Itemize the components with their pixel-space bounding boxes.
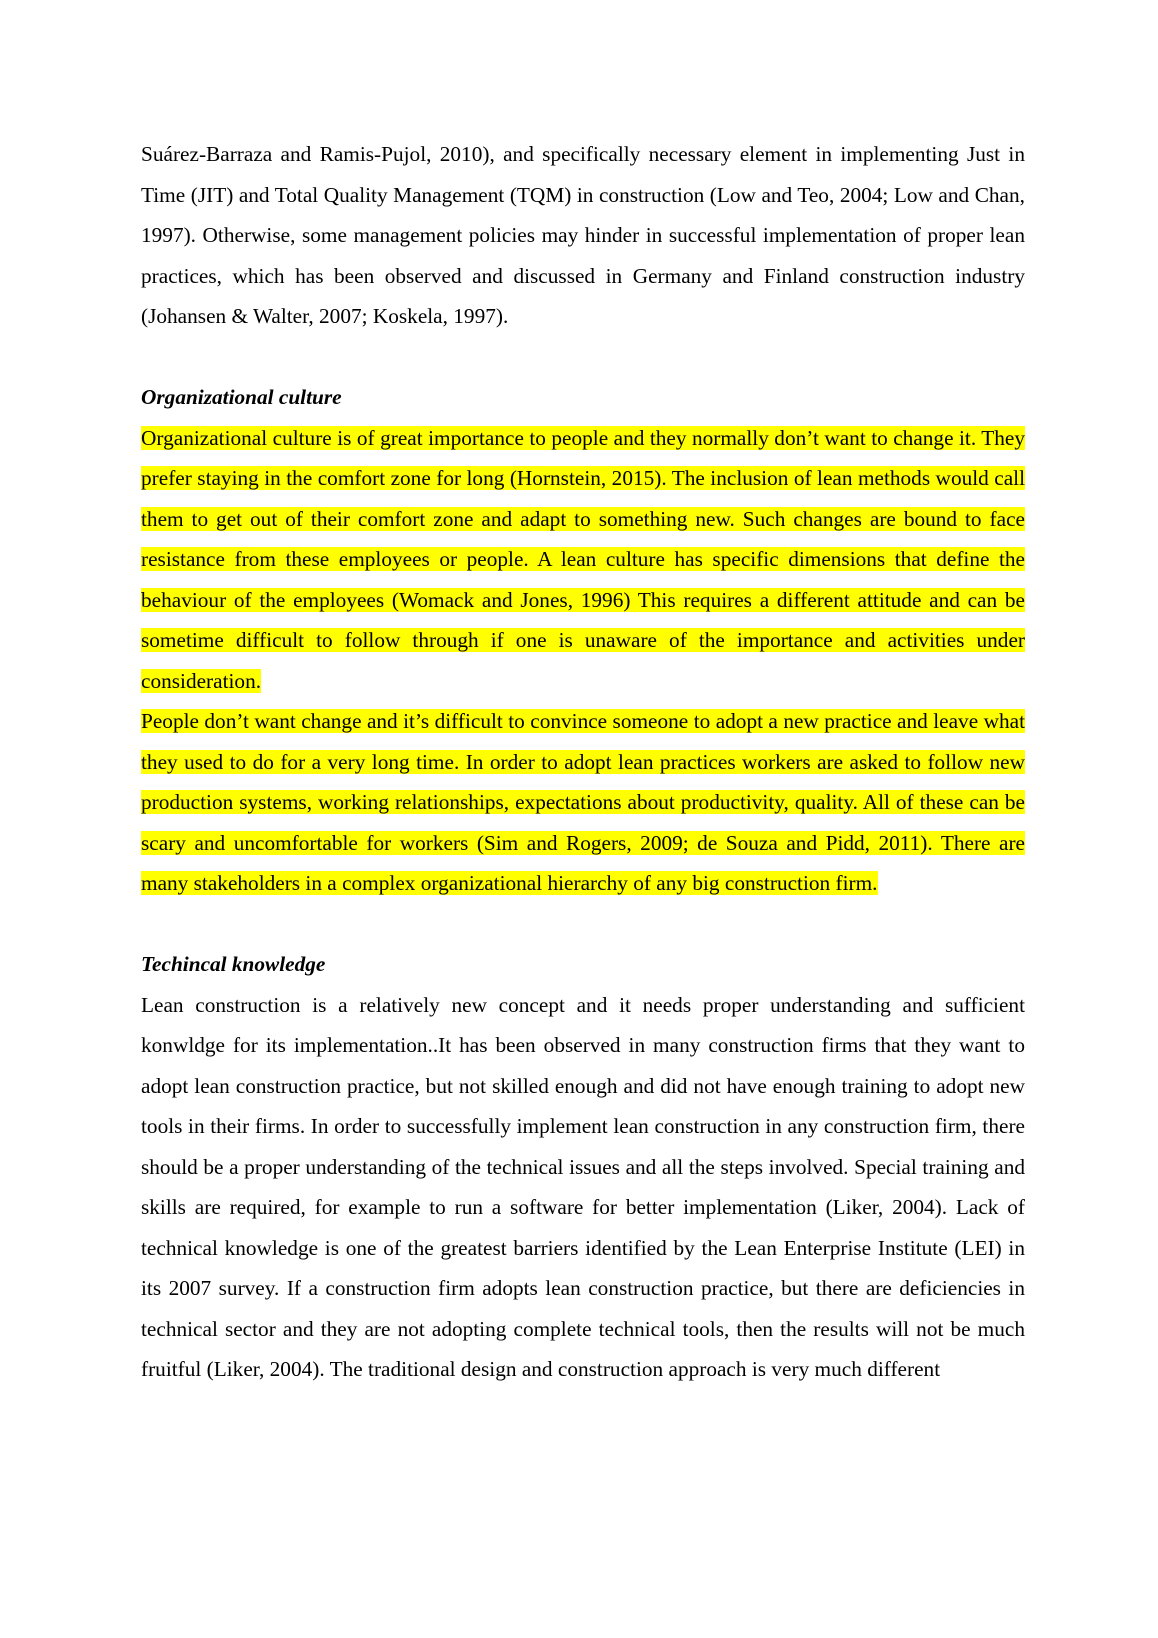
highlighted-text: People don’t want change and it’s difficult to convince someone to adopt a new practice and leave what they used to do for a very long time. In order to adopt lean practices workers are asked to follow new production systems, working relationships, expectations about productivity, quality. All of these can be scary and uncomfortable for workers (Sim and Rogers, 2009; de Souza and Pidd, 2011). There are many stakeholders in a complex organizational hierarchy of any big construction firm. <box>141 709 1025 895</box>
technical-knowledge-paragraph: Lean construction is a relatively new concept and it needs proper understanding and sufficient konwldge for its implementation..It has been observed in many construction firms that they want to adopt lean construction practice, but not skilled enough and did not have enough training to adopt new tools in their firms. In order to successfully implement lean construction in any construction firm, there should be a proper understanding of the technical issues and all the steps involved. Special training and skills are required, for example to run a software for better implementation (Liker, 2004). Lack of technical knowledge is one of the greatest barriers identified by the Lean Enterprise Institute (LEI) in its 2007 survey. If a construction firm adopts lean construction practice, but there are deficiencies in technical sector and they are not adopting complete technical tools, then the results will not be much fruitful (Liker, 2004). The traditional design and construction approach is very much different <box>141 992 1025 1381</box>
document-body <box>141 134 1025 1390</box>
organizational-culture-paragraph-1 <box>141 418 1025 702</box>
intro-paragraph: Suárez-Barraza and Ramis-Pujol, 2010), and specifically necessary element in implementing Just in Time (JIT) and Total Quality Management (TQM) in construction (Low and Teo, 2004; Low and Chan, 1997). Otherwise, some management policies may hinder in successful implementation of proper lean practices, which has been observed and discussed in Germany and Finland construction industry (Johansen & Walter, 2007; Koskela, 1997). <box>141 142 1025 328</box>
paragraph-spacer <box>141 904 1025 945</box>
paragraph-spacer <box>141 337 1025 378</box>
section-heading-technical-knowledge: Techincal knowledge <box>141 952 326 976</box>
highlighted-text: Organizational culture is of great importance to people and they normally don’t want to change it. They prefer staying in the comfort zone for long (Hornstein, 2015). The inclusion of lean methods would call them to get out of their comfort zone and adapt to something new. Such changes are bound to face resistance from these employees or people. A lean culture has specific dimensions that define the behaviour of the employees (Womack and Jones, 1996) This requires a different attitude and can be sometime difficult to follow through if one is unaware of the importance and activities under consideration. <box>141 425 1025 693</box>
section-heading-organizational-culture: Organizational culture <box>141 385 342 409</box>
organizational-culture-paragraph-2 <box>141 701 1025 904</box>
